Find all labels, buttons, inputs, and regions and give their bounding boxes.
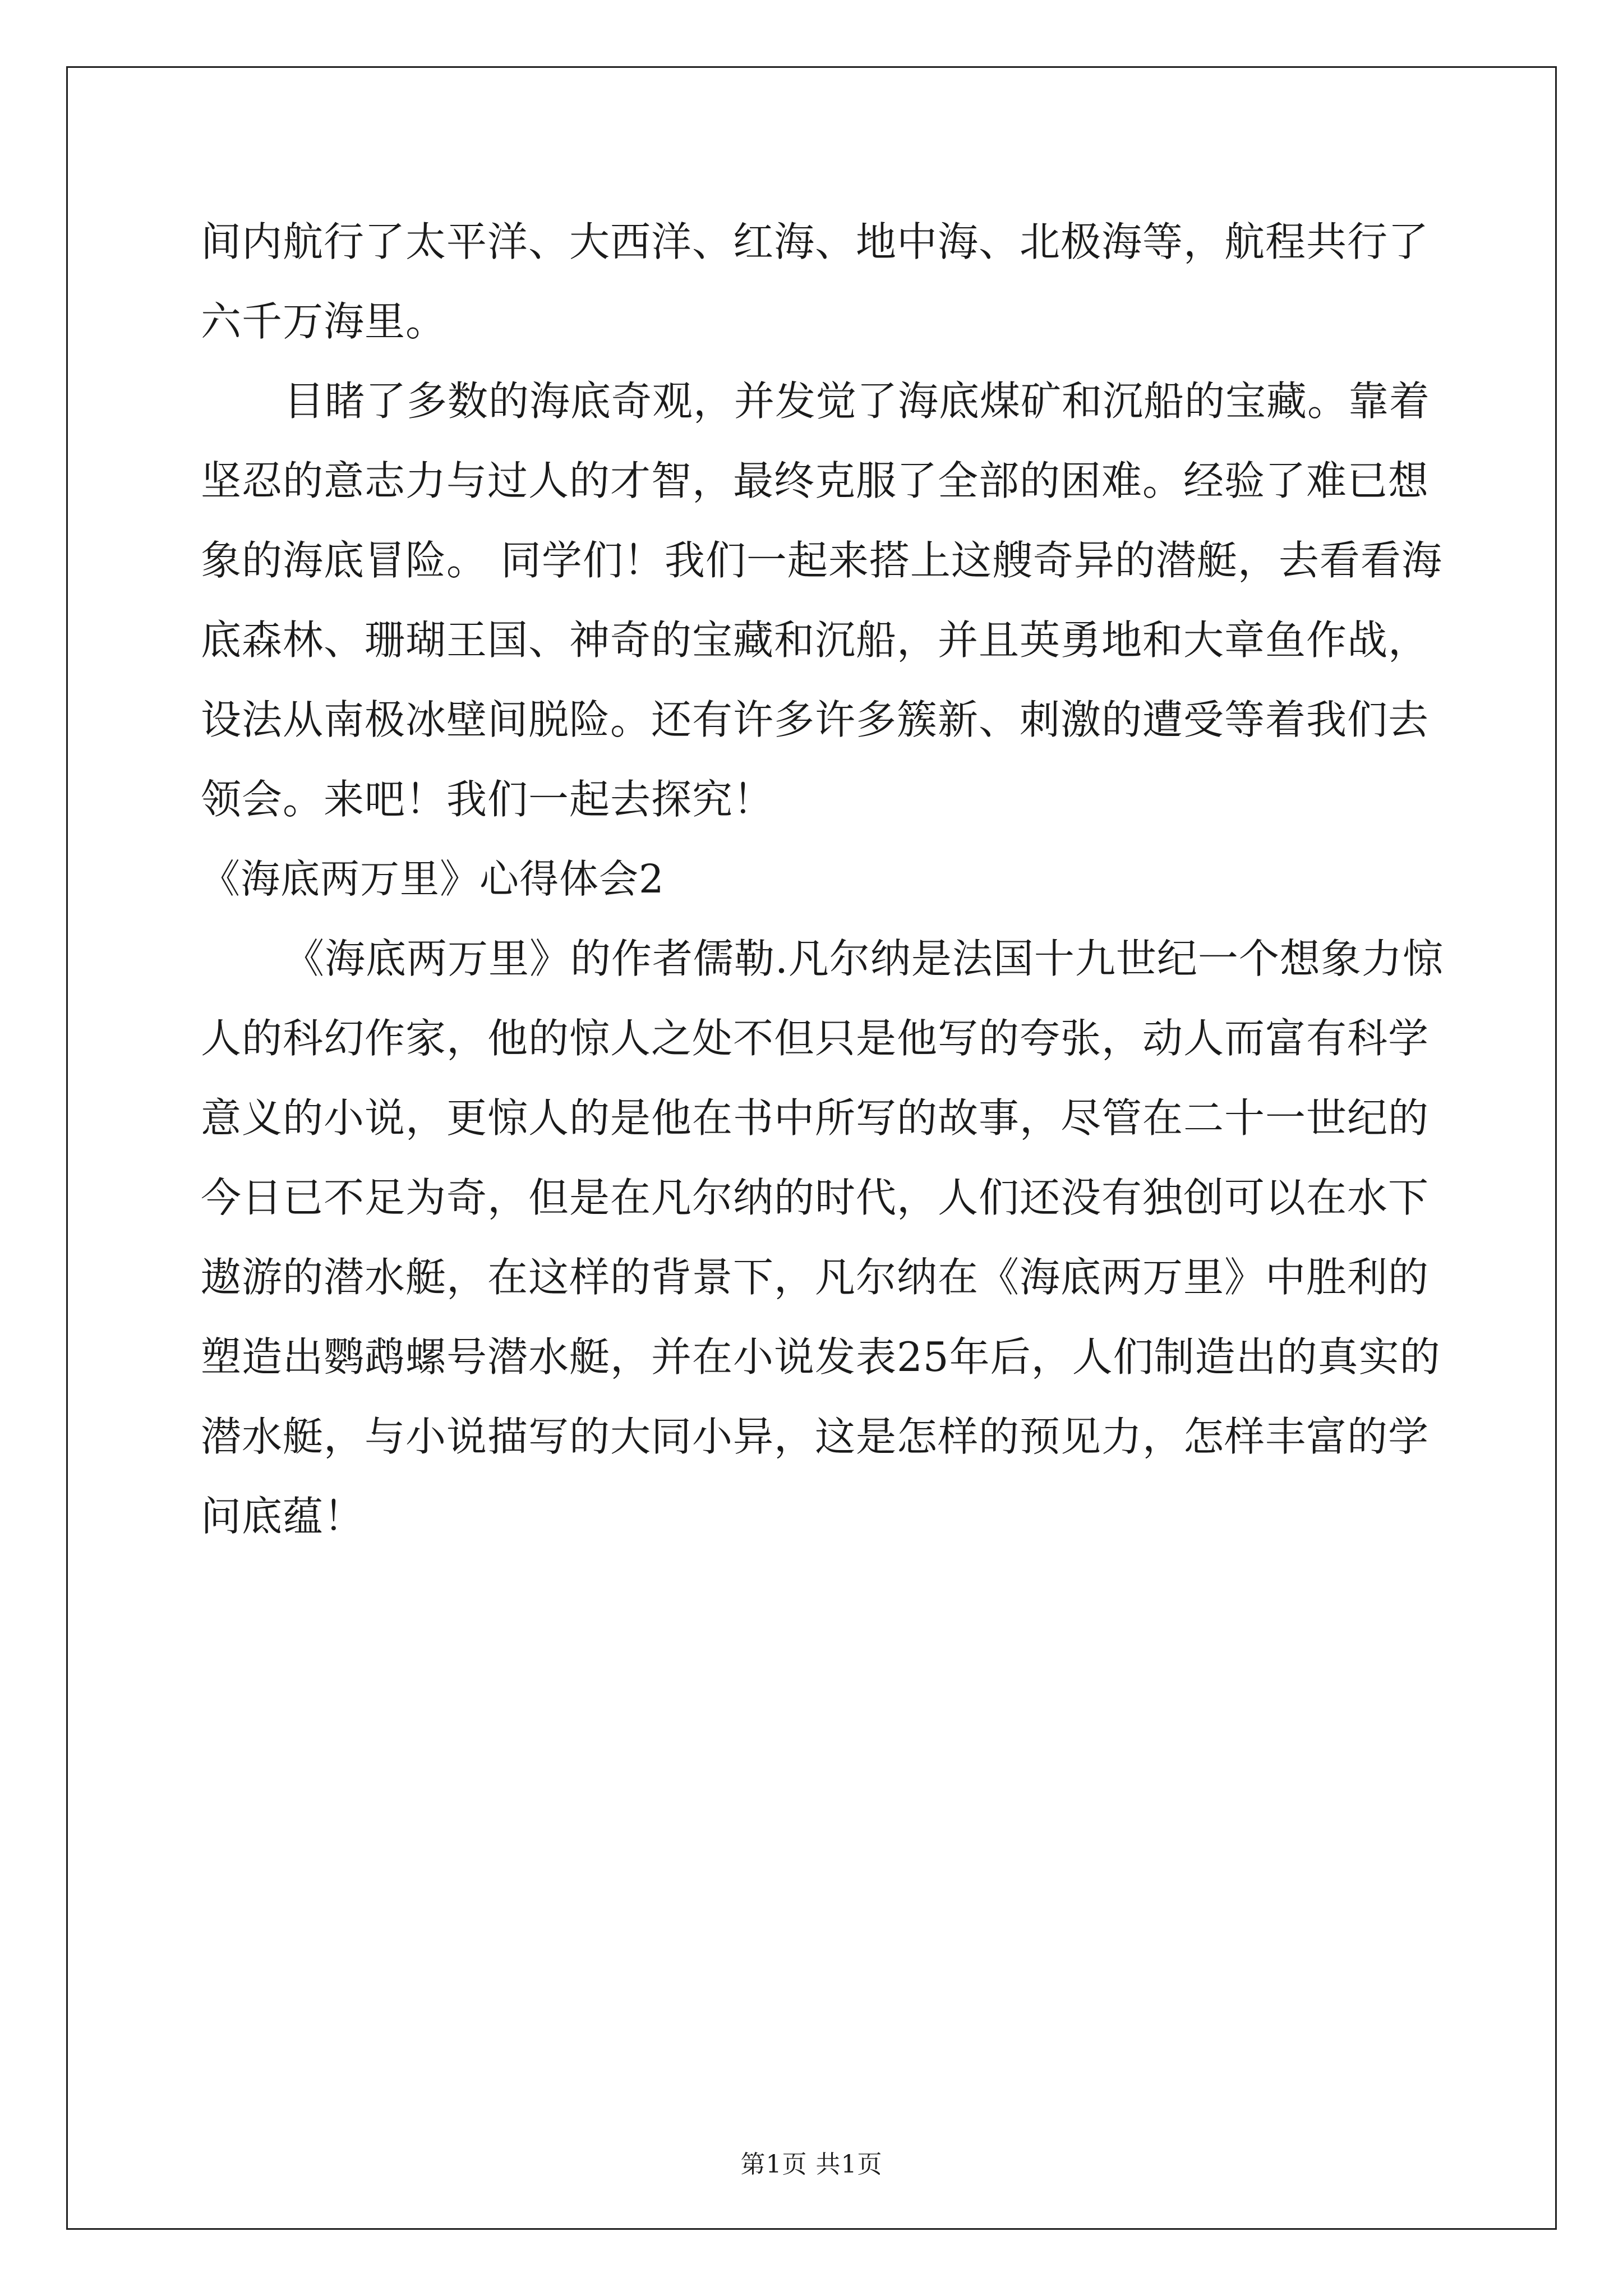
- text-line: 问底蕴！: [201, 1493, 365, 1540]
- text-line: 今日已不足为奇，但是在凡尔纳的时代，人们还没有独创可以在水下: [201, 1174, 1430, 1221]
- text-line: 遨游的潜水艇，在这样的背景下，凡尔纳在《海底两万里》中胜利的: [201, 1254, 1430, 1301]
- text-line: 意义的小说，更惊人的是他在书中所写的故事，尽管在二十一世纪的: [201, 1094, 1430, 1142]
- text-line: 潜水艇，与小说描写的大同小异，这是怎样的预见力，怎样丰富的学: [201, 1413, 1430, 1460]
- section-heading: 《海底两万里》心得体会2: [201, 856, 665, 902]
- text-line: 间内航行了太平洋、大西洋、红海、地中海、北极海等，航程共行了: [201, 218, 1430, 265]
- text-line: 《海底两万里》的作者儒勒.凡尔纳是法国十九世纪一个想象力惊: [284, 935, 1444, 982]
- text-line: 六千万海里。: [201, 298, 447, 345]
- document-body: [201, 202, 1444, 1556]
- text-line: 设法从南极冰壁间脱险。还有许多许多簇新、刺激的遭受等着我们去: [201, 696, 1430, 743]
- text-line: 塑造出鹦鹉螺号潜水艇，并在小说发表25年后，人们制造出的真实的: [201, 1333, 1441, 1381]
- text-line: 领会。来吧！我们一起去探究！: [201, 776, 774, 823]
- text-line: 底森林、珊瑚王国、神奇的宝藏和沉船，并且英勇地和大章鱼作战，: [201, 616, 1430, 664]
- text-line: 目睹了多数的海底奇观，并发觉了海底煤矿和沉船的宝藏。靠着: [284, 378, 1431, 425]
- text-line: 人的科幻作家，他的惊人之处不但只是他写的夸张，动人而富有科学: [201, 1015, 1430, 1062]
- text-line: 坚忍的意志力与过人的才智，最终克服了全部的困难。经验了难已想: [201, 457, 1430, 504]
- page-number-footer: 第1页 共1页: [740, 2150, 883, 2179]
- text-line: 象的海底冒险。 同学们！我们一起来搭上这艘奇异的潜艇，去看看海: [201, 537, 1442, 584]
